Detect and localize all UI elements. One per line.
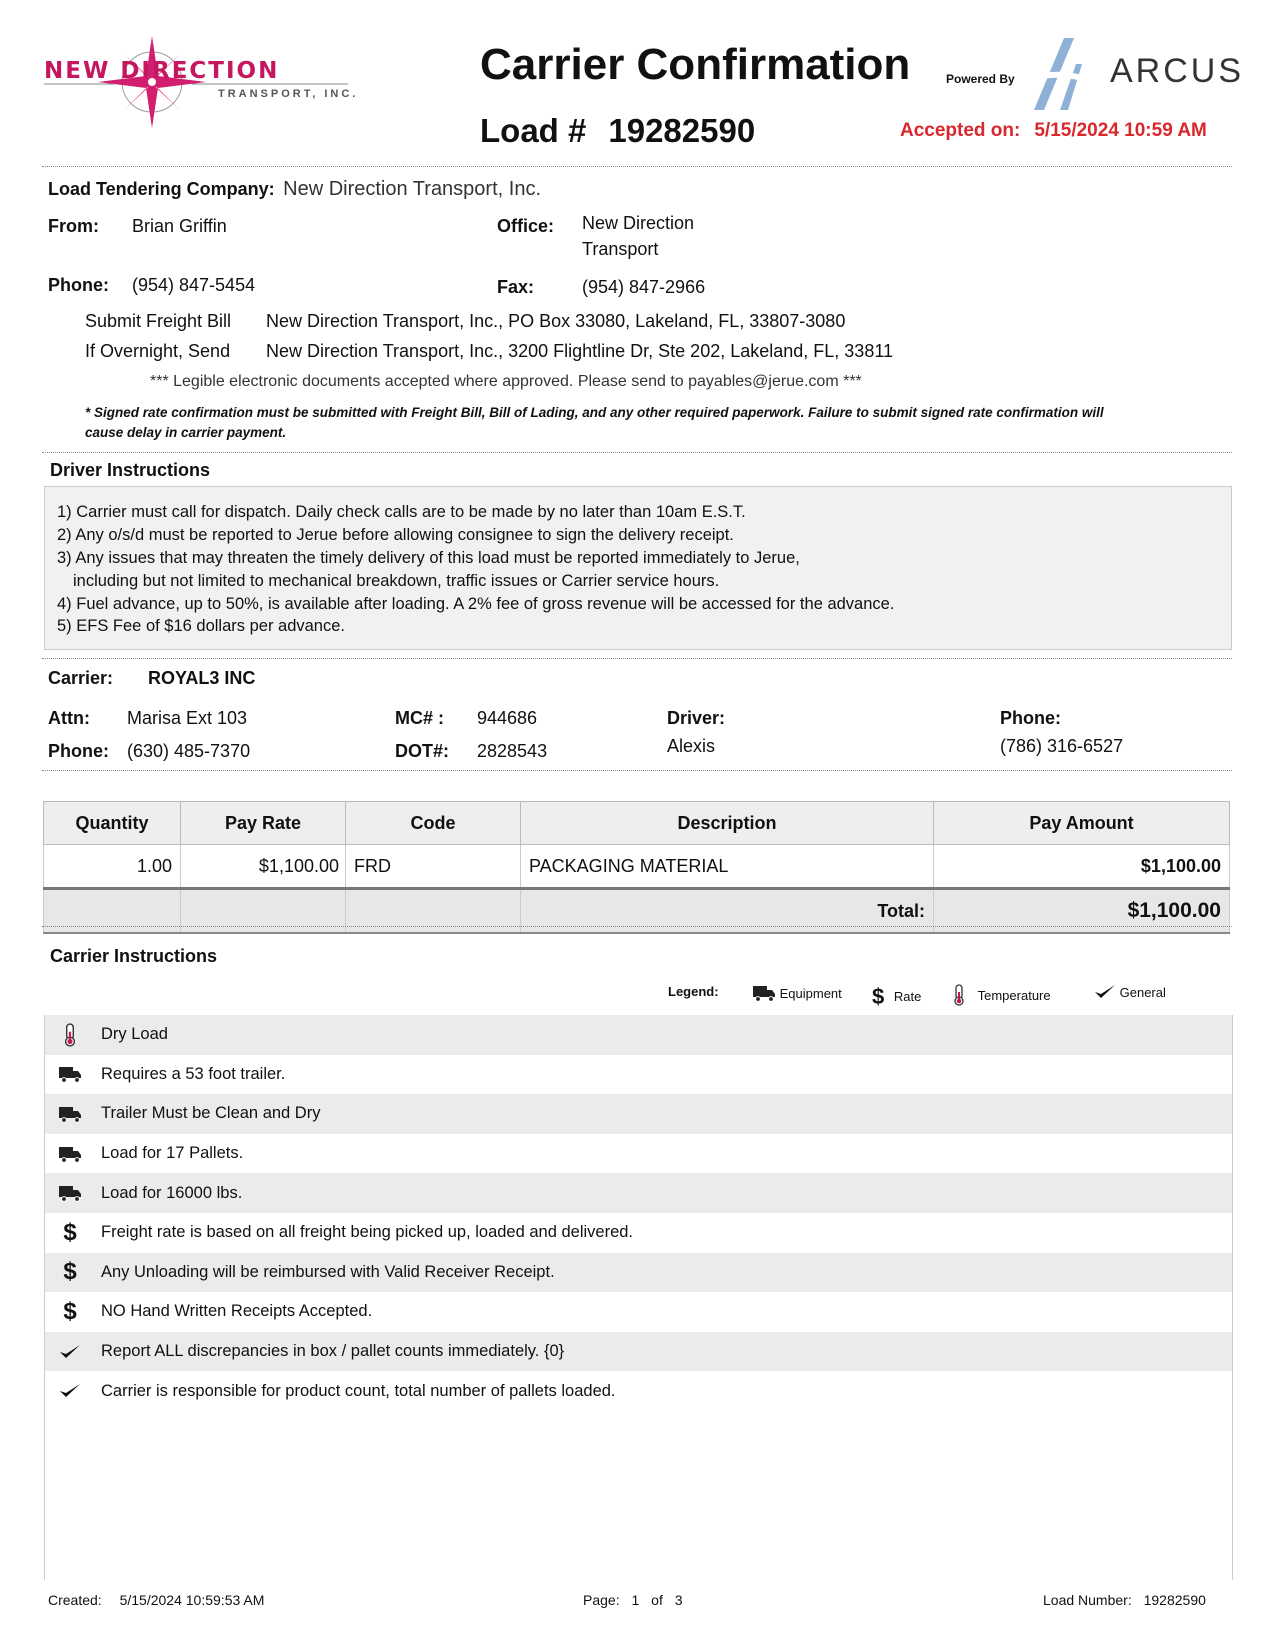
created-label: Created: (48, 1592, 102, 1608)
load-number-heading (480, 112, 755, 150)
arcus-logo-icon (1030, 36, 1090, 112)
load-number-value: 19282590 (1143, 1592, 1206, 1608)
cell-pay-amount: $1,100.00 (934, 845, 1230, 889)
carrier-phone-label: Phone: (48, 741, 109, 761)
accepted-on (900, 120, 1207, 142)
driver-phone-value: (786) 316-6527 (1000, 736, 1124, 756)
signed-rate-note-line-2: cause delay in carrier payment. (85, 425, 287, 440)
instruction-text: Load for 17 Pallets. (101, 1144, 244, 1163)
divider (42, 770, 1232, 771)
legend-general (1094, 984, 1166, 1000)
truck-icon (752, 984, 776, 1002)
col-pay-rate: Pay Rate (181, 802, 346, 845)
truck-icon (45, 1065, 95, 1083)
signed-rate-note-line-1: * Signed rate confirmation must be submitted with Freight Bill, Bill of Lading, and any other required paperwork. Failure to submit signed rate confirmation will (85, 405, 1104, 420)
carrier-phone-value: (630) 485-7370 (127, 741, 251, 761)
list-item (45, 1332, 1232, 1372)
cell-pay-rate: $1,100.00 (181, 845, 346, 889)
instruction-text: Load for 16000 lbs. (101, 1183, 243, 1202)
office-line-1: New Direction (582, 213, 695, 233)
mc-label: MC# : (395, 708, 444, 728)
cell-quantity: 1.00 (44, 845, 181, 889)
driver-instructions-heading: Driver Instructions (50, 460, 211, 480)
electronic-documents-note: *** Legible electronic documents accepted where approved. Please send to payables@jerue.com *** (150, 373, 862, 390)
created-value: 5/15/2024 10:59:53 AM (119, 1592, 265, 1608)
check-icon (45, 1344, 95, 1360)
divider (42, 452, 1232, 453)
footer-load-number (1043, 1592, 1206, 1608)
dollar-icon: $ (63, 1258, 77, 1286)
legend-equipment (752, 984, 842, 1002)
list-item (45, 1173, 1232, 1213)
instruction-text: Any Unloading will be reimbursed with Valid Receiver Receipt. (101, 1262, 555, 1281)
overnight-label: If Overnight, Send (85, 341, 231, 361)
driver-instruction-line: including but not limited to mechanical breakdown, traffic issues or Carrier service hours. (73, 572, 720, 590)
cell-code: FRD (346, 845, 521, 889)
driver-instruction-line: 4) Fuel advance, up to 50%, is available after loading. A 2% fee of gross revenue will be accessed for the advance. (57, 595, 895, 613)
submit-freight-bill-label: Submit Freight Bill (85, 311, 232, 331)
truck-icon (45, 1105, 95, 1123)
driver-instruction-line: 2) Any o/s/d must be reported to Jerue before allowing consignee to sign the delivery receipt. (57, 526, 734, 544)
list-item (45, 1213, 1232, 1253)
instruction-text: Carrier is responsible for product count, total number of pallets loaded. (101, 1381, 616, 1400)
accepted-label: Accepted on: (900, 120, 1021, 141)
instruction-text: Freight rate is based on all freight being picked up, loaded and delivered. (101, 1223, 634, 1242)
carrier-instructions-list (44, 1015, 1233, 1580)
cell-description: PACKAGING MATERIAL (521, 845, 934, 889)
legend-equipment-label: Equipment (779, 986, 842, 1001)
carrier-label: Carrier: (48, 668, 114, 688)
page-label: Page: (583, 1592, 620, 1608)
arcus-brand: ARCUS (1110, 52, 1245, 90)
truck-icon (45, 1145, 95, 1163)
check-icon (45, 1383, 95, 1399)
attn-label: Attn: (48, 708, 90, 728)
fax-value: (954) 847-2966 (582, 277, 706, 297)
tendering-company (48, 178, 541, 201)
from-label: From: (48, 216, 99, 236)
divider (42, 166, 1232, 167)
page-total: 3 (674, 1592, 683, 1608)
page-title: Carrier Confirmation (480, 40, 911, 89)
overnight-value: New Direction Transport, Inc., 3200 Flightline Dr, Ste 202, Lakeland, FL, 33811 (266, 341, 894, 361)
office-line-2: Transport (582, 239, 659, 259)
dot-label: DOT#: (395, 741, 449, 761)
truck-icon (45, 1184, 95, 1202)
dollar-icon: $ (63, 1218, 77, 1246)
thermometer-icon (952, 984, 966, 1006)
mc-value: 944686 (477, 708, 538, 728)
phone-value: (954) 847-5454 (132, 275, 256, 295)
driver-label: Driver: (667, 708, 726, 728)
driver-instructions-box (44, 486, 1232, 650)
divider (42, 926, 1232, 927)
instruction-text: Requires a 53 foot trailer. (101, 1064, 286, 1083)
from-value: Brian Griffin (132, 216, 227, 236)
fax-label: Fax: (497, 277, 535, 297)
table-row (44, 845, 1230, 889)
company-logo (40, 32, 370, 152)
dollar-icon: $ (63, 1297, 77, 1325)
page-current: 1 (631, 1592, 640, 1608)
attn-value: Marisa Ext 103 (127, 708, 248, 728)
instruction-text: Report ALL discrepancies in box / pallet counts immediately. {0} (101, 1342, 565, 1361)
instruction-text: Trailer Must be Clean and Dry (101, 1104, 321, 1123)
dollar-icon: $ (872, 984, 885, 1009)
load-number-label: Load Number: (1043, 1592, 1132, 1608)
check-icon (1094, 984, 1116, 1000)
submit-freight-bill-value: New Direction Transport, Inc., PO Box 33080, Lakeland, FL, 33807-3080 (266, 311, 846, 331)
tendering-company-label: Load Tendering Company: (48, 179, 275, 199)
dot-value: 2828543 (477, 741, 548, 761)
col-pay-amount: Pay Amount (934, 802, 1230, 845)
col-code: Code (346, 802, 521, 845)
driver-value: Alexis (667, 736, 716, 756)
list-item (45, 1055, 1232, 1095)
legend-temperature-label: Temperature (977, 988, 1051, 1003)
carrier-name: ROYAL3 INC (148, 668, 256, 688)
list-item (45, 1094, 1232, 1134)
driver-instruction-line: 1) Carrier must call for dispatch. Daily check calls are to be made by no later than 10am E.S.T. (57, 503, 746, 521)
office-label: Office: (497, 216, 555, 236)
page-of: of (651, 1592, 663, 1608)
total-value: $1,100.00 (934, 889, 1230, 934)
legend-general-label: General (1119, 985, 1166, 1000)
divider (42, 658, 1232, 659)
phone-label: Phone: (48, 275, 109, 295)
footer-created (48, 1592, 264, 1608)
driver-instruction-line: 3) Any issues that may threaten the timely delivery of this load must be reported immediately to Jerue, (57, 549, 800, 567)
col-quantity: Quantity (44, 802, 181, 845)
load-number: 19282590 (608, 112, 756, 149)
list-item (45, 1134, 1232, 1174)
list-item (45, 1292, 1232, 1332)
driver-phone-label: Phone: (1000, 708, 1061, 728)
load-label: Load # (480, 112, 587, 149)
accepted-value: 5/15/2024 10:59 AM (1034, 120, 1207, 141)
legend-rate-label: Rate (893, 989, 922, 1004)
legend-label: Legend: (668, 984, 719, 999)
instruction-text: Dry Load (101, 1025, 168, 1044)
legend-rate (872, 984, 921, 1010)
list-item (45, 1015, 1232, 1055)
thermometer-icon (45, 1023, 95, 1047)
carrier-instructions-heading: Carrier Instructions (50, 946, 218, 966)
col-description: Description (521, 802, 934, 845)
list-item (45, 1371, 1232, 1411)
instruction-text: NO Hand Written Receipts Accepted. (101, 1302, 373, 1321)
driver-instruction-line: 5) EFS Fee of $16 dollars per advance. (57, 617, 345, 635)
tendering-company-value: New Direction Transport, Inc. (283, 178, 541, 200)
logo-subtext: TRANSPORT, INC. (218, 88, 359, 100)
legend-temperature (952, 984, 1051, 1006)
pay-table (43, 801, 1230, 934)
list-item (45, 1253, 1232, 1293)
footer-page (583, 1592, 683, 1608)
total-label: Total: (521, 889, 934, 934)
powered-by-label: Powered By (946, 72, 1015, 86)
logo-text: NEW DIRECTION (44, 58, 280, 84)
pay-table-header (44, 802, 1230, 845)
